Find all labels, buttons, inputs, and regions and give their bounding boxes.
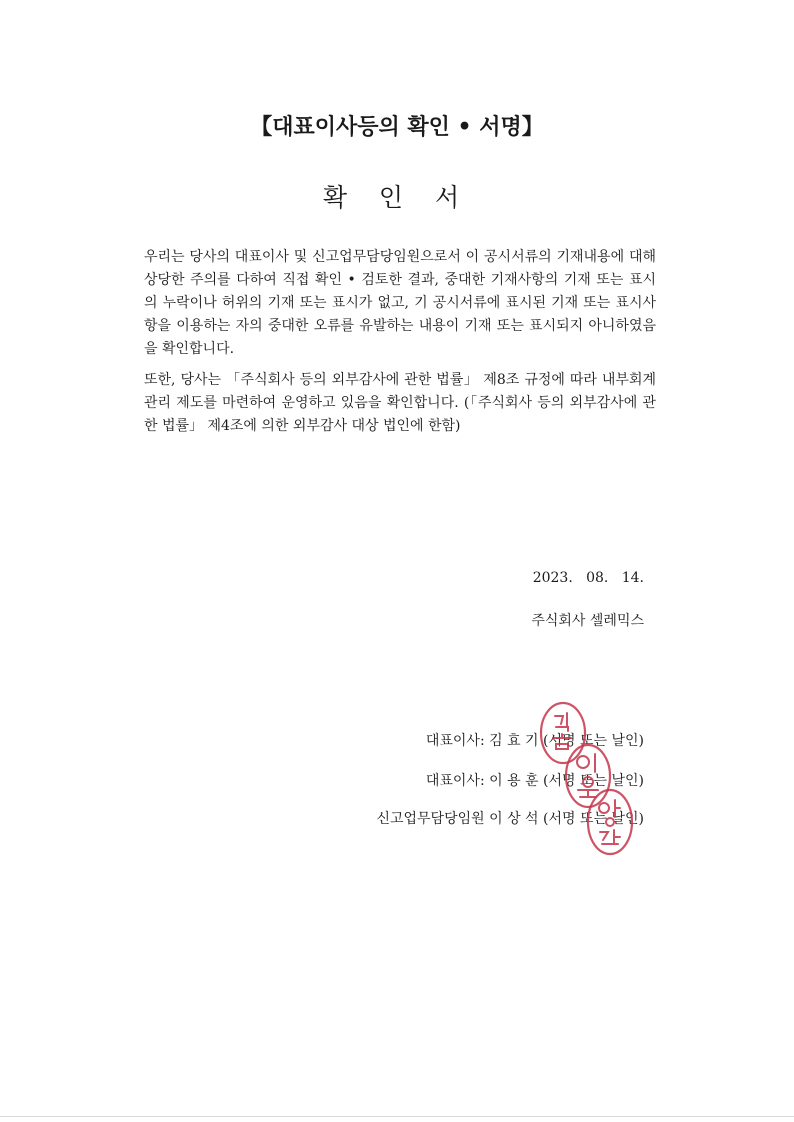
confirmation-paragraph: 우리는 당사의 대표이사 및 신고업무담당임원으로서 이 공시서류의 기재내용에 대해 상당한 주의를 다하여 직접 확인 • 검토한 결과, 중대한 기재사항의 기재 또는 표시의 누락이나 허위의 기재 또는 표시가 없고, 기 공시서류에 표시된 기재 또는 표시사항을 이용하는 자의 중대한 오류를 유발하는 내용이 기재 또는 표시되지 아니하였음을 확인합니다. bbox=[144, 249, 656, 357]
signature-line-ceo-kim: 대표이사: 김 효 기 (서명 또는 날인) bbox=[425, 733, 644, 749]
document-date: 2023. 08. 14. bbox=[532, 570, 644, 586]
internal-control-paragraph: 또한, 당사는 「주식회사 등의 외부감사에 관한 법률」 제8조 규정에 따라 내부회계관리 제도를 마련하여 운영하고 있음을 확인합니다. (「주식회사 등의 외부감사에 관한 법률」 제4조에 의한 외부감사 대상 법인에 한함) bbox=[144, 372, 656, 434]
scan-edge-line bbox=[0, 1116, 794, 1117]
company-name: 주식회사 셀레믹스 bbox=[531, 613, 644, 629]
document-heading: 【대표이사등의 확인 • 서명】 bbox=[250, 114, 544, 140]
signature-line-ceo-lee: 대표이사: 이 용 훈 (서명 또는 날인) bbox=[425, 773, 644, 789]
document-title: 확 인 서 bbox=[322, 183, 472, 212]
signature-line-officer-lee: 신고업무담당임원 이 상 석 (서명 또는 날인) bbox=[376, 811, 644, 827]
